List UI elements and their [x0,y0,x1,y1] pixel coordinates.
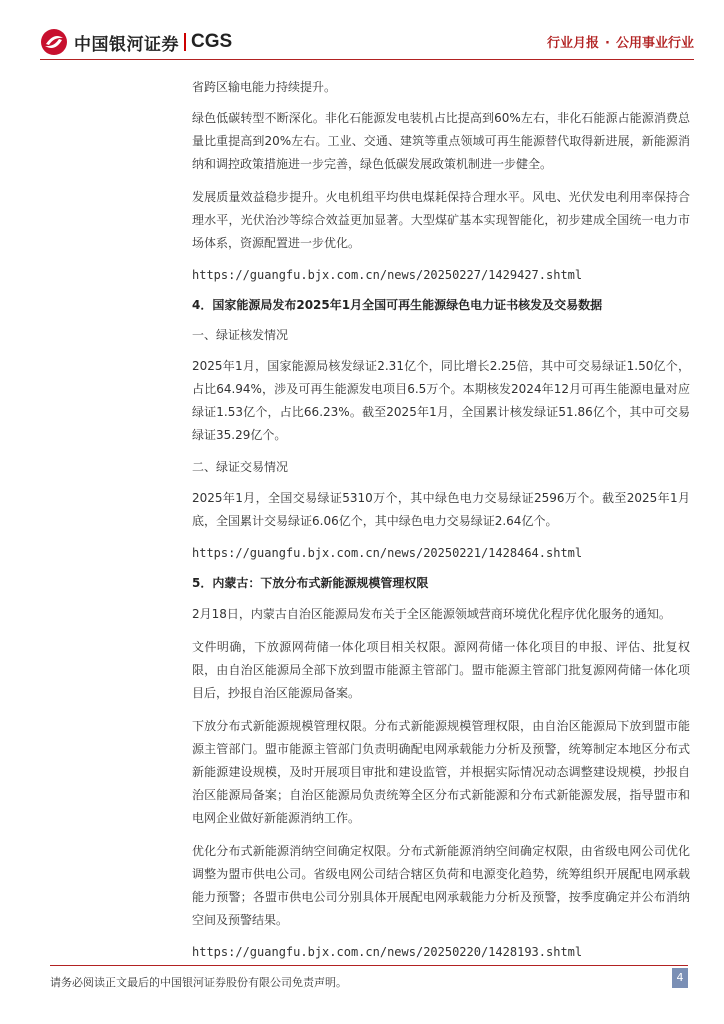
paragraph: 2025年1月，国家能源局核发绿证2.31亿个，同比增长2.25倍，其中可交易绿证1.50亿个，占比64.94%，涉及可再生能源发电项目6.5万个。本期核发2024年12月可再生能源电量对应绿证1.53亿个，占比66.23%。截至2025年1月，全国累计核发绿证51.86亿个，其中可交易绿证35.29亿个。 [192,359,690,442]
paragraph: 2月18日，内蒙古自治区能源局发布关于全区能源领域营商环境优化程序优化服务的通知。 [192,607,671,621]
paragraph: 省跨区输电能力持续提升。 [192,80,337,94]
paragraph: 2025年1月，全国交易绿证5310万个，其中绿色电力交易绿证2596万个。截至2025年1月底，全国累计交易绿证6.06亿个，其中绿色电力交易绿证2.64亿个。 [192,491,690,528]
company-logo [40,28,232,56]
paragraph: 文件明确，下放源网荷储一体化项目相关权限。源网荷储一体化项目的申报、评估、批复权限，由自治区能源局全部下放到盟市能源主管部门。盟市能源主管部门批复源网荷储一体化项目后，抄报自治区能源局备案。 [192,640,690,700]
paragraph: 优化分布式新能源消纳空间确定权限。分布式新能源消纳空间确定权限，由省级电网公司优化调整为盟市供电公司。省级电网公司结合辖区负荷和电源变化趋势，统筹组织开展配电网承载能力预警；各盟市供电公司分别具体开展配电网承载能力分析及预警，按季度确定并公布消纳空间及预警结果。 [192,844,690,927]
header-dot: · [605,36,610,51]
page-number: 4 [672,968,688,988]
source-link[interactable]: https://guangfu.bjx.com.cn/news/20250220/1428193.shtml [192,945,583,959]
report-type: 行业月报 [547,36,600,51]
source-link[interactable]: https://guangfu.bjx.com.cn/news/20250221/1428464.shtml [192,546,583,560]
section-heading: 4．国家能源局发布2025年1月全国可再生能源绿色电力证书核发及交易数据 [192,298,603,312]
source-link[interactable]: https://guangfu.bjx.com.cn/news/20250227/1429427.shtml [192,268,583,282]
paragraph: 发展质量效益稳步提升。火电机组平均供电煤耗保持合理水平。风电、光伏发电利用率保持合理水平，光伏治沙等综合效益更加显著。大型煤矿基本实现智能化，初步建成全国统一电力市场体系，资源配置进一步优化。 [192,190,690,250]
logo-separator [184,33,186,51]
sub-heading: 二、绿证交易情况 [192,460,289,474]
galaxy-logo-icon [40,28,68,56]
section-heading: 5．内蒙古：下放分布式新能源规模管理权限 [192,576,429,590]
report-category [547,32,694,51]
footer-divider [50,965,688,966]
company-name-cn: 中国银河证券 [74,34,179,55]
footer-disclaimer: 请务必阅读正文最后的中国银河证券股份有限公司免责声明。 [50,976,347,989]
paragraph: 下放分布式新能源规模管理权限。分布式新能源规模管理权限，由自治区能源局下放到盟市能源主管部门。盟市能源主管部门负责明确配电网承载能力分析及预警，统筹制定本地区分布式新能源建设规模，及时开展项目审批和建设监管，并根据实际情况动态调整建设规模，抄报自治区能源局备案；自治区能源局负责统筹全区分布式新能源和分布式新能源发展，指导盟市和电网企业做好新能源消纳工作。 [192,719,690,825]
industry-name: 公用事业行业 [615,36,694,51]
main-content [192,76,690,972]
sub-heading: 一、绿证核发情况 [192,328,289,342]
paragraph: 绿色低碳转型不断深化。非化石能源发电装机占比提高到60%左右，非化石能源占能源消费总量比重提高到20%左右。工业、交通、建筑等重点领域可再生能源替代取得新进展，新能源消纳和调控政策措施进一步完善，绿色低碳发展政策机制进一步健全。 [192,111,690,171]
header-divider [40,59,694,60]
company-name-en: CGS [191,31,233,52]
page-header [0,0,724,62]
